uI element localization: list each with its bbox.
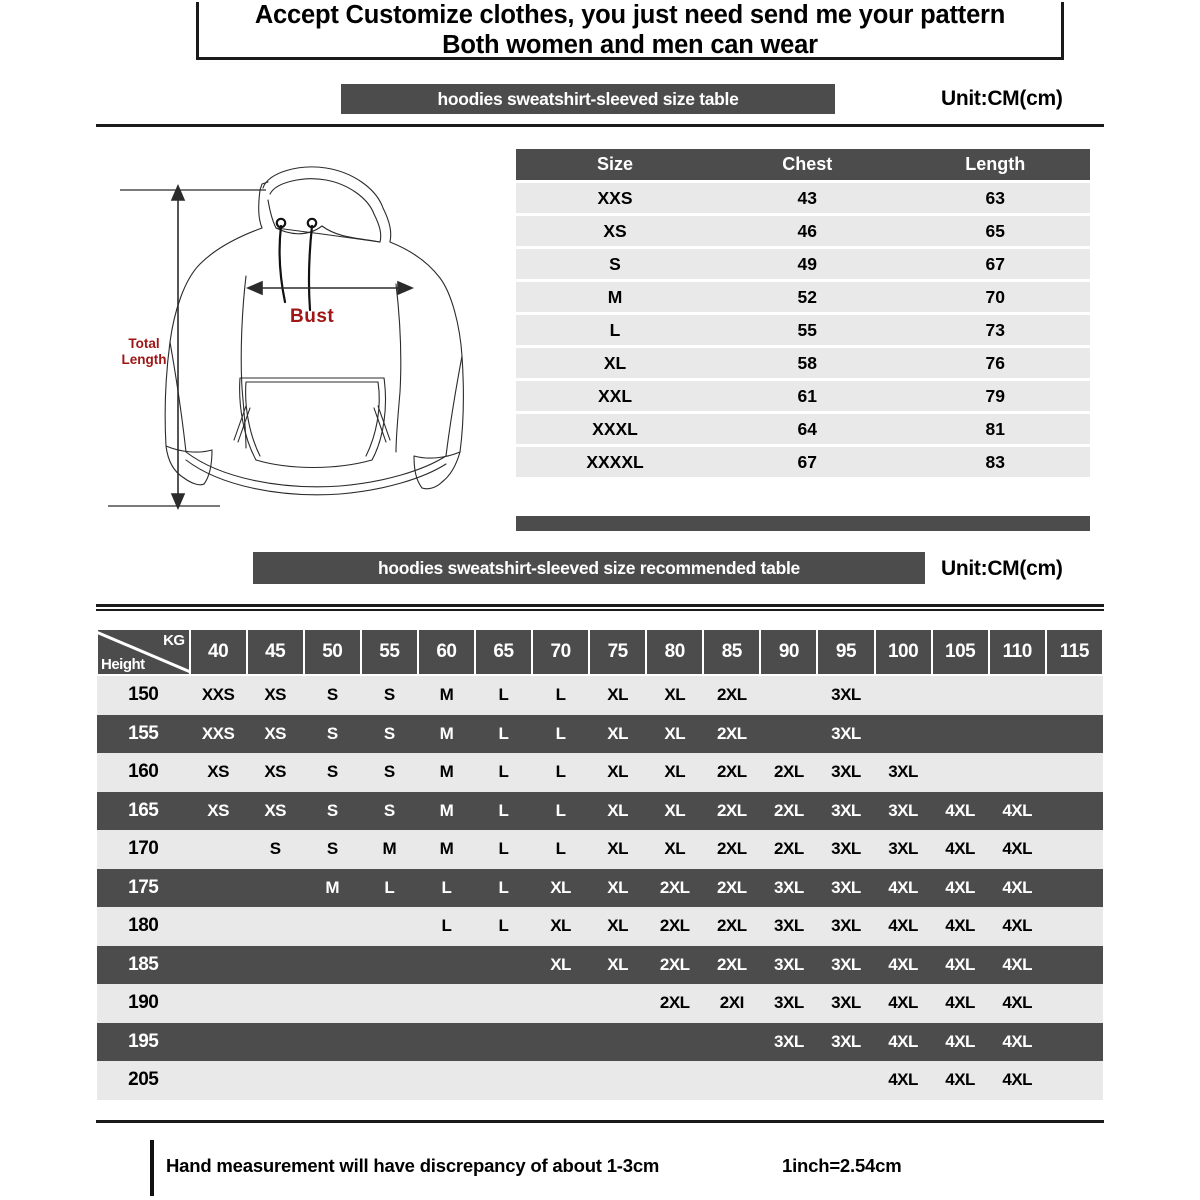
chest-cell: 46 — [714, 216, 901, 246]
size-cell: XXS — [516, 183, 714, 213]
size-recommendation-cell — [418, 984, 475, 1023]
size-recommendation-cell: 2XL — [774, 762, 804, 782]
size-recommendation-cell: 4XL — [1002, 993, 1033, 1013]
recommended-table-title-bar — [253, 552, 925, 584]
size-recommendation-cell — [190, 1023, 247, 1062]
length-cell: 81 — [901, 414, 1090, 444]
size-recommendation-cell: 4XL — [888, 1031, 918, 1051]
size-recommendation-cell: XL — [607, 839, 629, 859]
size-recommendation-cell — [475, 984, 532, 1023]
size-recommendation-cell: L — [498, 762, 509, 782]
size-recommendation-cell: 2XL — [659, 916, 690, 936]
recommended-table-header-row — [97, 629, 1103, 675]
height-cell: 185 — [128, 953, 159, 975]
size-recommendation-cell: XL — [607, 954, 629, 974]
size-recommendation-cell: XL — [550, 916, 571, 936]
size-recommendation-cell: 3XL — [774, 1031, 804, 1051]
size-recommendation-cell: M — [439, 800, 454, 820]
size-recommendation-cell: S — [269, 839, 281, 859]
size-recommendation-cell — [589, 1061, 646, 1100]
length-cell: 70 — [901, 282, 1090, 312]
corner-kg-label: KG — [163, 632, 185, 649]
size-recommendation-cell: S — [326, 762, 338, 782]
size-cell: L — [516, 315, 714, 345]
size-recommendation-cell — [418, 1061, 475, 1100]
table-row — [97, 792, 1103, 831]
size-recommendation-cell: 3XL — [831, 916, 861, 936]
size-recommendation-cell: 3XL — [831, 1031, 861, 1051]
measurement-disclaimer: Hand measurement will have discrepancy of about 1-3cm — [166, 1155, 660, 1176]
size-recommendation-cell — [247, 1061, 304, 1100]
weight-header-115: 115 — [1046, 629, 1103, 675]
size-recommendation-cell: 3XL — [831, 762, 861, 782]
height-cell: 155 — [128, 722, 159, 744]
table-row — [97, 675, 1103, 715]
size-recommendation-cell — [475, 1061, 532, 1100]
total-length-line-2: Length — [121, 352, 167, 367]
size-recommendation-cell: L — [498, 723, 509, 743]
height-cell: 195 — [128, 1030, 159, 1052]
weight-header-60: 60 — [418, 629, 475, 675]
weight-header-105: 105 — [932, 629, 989, 675]
chest-cell: 64 — [714, 414, 901, 444]
size-cell: S — [516, 249, 714, 279]
size-recommendation-cell: XL — [664, 839, 686, 859]
height-cell: 150 — [128, 684, 159, 706]
size-recommendation-cell — [875, 675, 932, 715]
size-recommendation-cell: XS — [264, 723, 287, 743]
size-cell: M — [516, 282, 714, 312]
size-recommendation-cell — [475, 1023, 532, 1062]
table-row — [516, 282, 1090, 312]
weight-header-65: 65 — [475, 629, 532, 675]
size-recommendation-cell: S — [383, 762, 395, 782]
size-recommendation-cell: 4XL — [945, 800, 975, 820]
size-table-header-row — [516, 149, 1090, 180]
size-recommendation-cell — [247, 907, 304, 946]
weight-header-85: 85 — [703, 629, 760, 675]
size-recommendation-cell: M — [439, 839, 454, 859]
table-row — [516, 447, 1090, 477]
size-recommendation-cell — [703, 1061, 760, 1100]
size-recommendation-cell: 2XL — [716, 916, 747, 936]
size-recommendation-cell — [361, 907, 418, 946]
height-cell: 175 — [128, 876, 159, 898]
size-table-unit-label: Unit:CM(cm) — [941, 87, 1063, 110]
size-recommendation-cell — [589, 984, 646, 1023]
size-recommendation-cell: 4XL — [888, 877, 918, 897]
size-recommendation-cell: XL — [607, 800, 629, 820]
table-row — [516, 381, 1090, 411]
length-cell: 83 — [901, 447, 1090, 477]
size-recommendation-cell — [247, 984, 304, 1023]
size-recommendation-cell: XL — [664, 762, 686, 782]
size-recommendation-cell: L — [555, 762, 566, 782]
size-recommendation-cell: XL — [550, 954, 571, 974]
size-recommendation-cell: M — [439, 723, 454, 743]
size-recommendation-cell — [932, 753, 989, 792]
size-recommendation-cell — [304, 1023, 361, 1062]
size-recommendation-cell: 3XL — [888, 800, 918, 820]
size-recommendation-cell: S — [383, 685, 395, 705]
size-recommendation-cell — [532, 1023, 589, 1062]
size-recommendation-cell: 2XL — [716, 685, 747, 705]
size-recommendation-cell — [1046, 753, 1103, 792]
size-recommendation-cell: 4XL — [945, 839, 975, 859]
size-recommendation-cell: S — [326, 839, 338, 859]
size-recommendation-cell: 4XL — [1002, 1031, 1033, 1051]
length-cell: 76 — [901, 348, 1090, 378]
size-recommendation-cell: XL — [607, 685, 629, 705]
weight-header-100: 100 — [875, 629, 932, 675]
size-recommendation-cell — [190, 1061, 247, 1100]
size-table-title-bar — [341, 84, 835, 114]
size-recommendation-cell: XL — [664, 800, 686, 820]
size-recommendation-cell: 4XL — [888, 1070, 918, 1090]
size-recommendation-cell — [760, 1061, 817, 1100]
table-row — [97, 1023, 1103, 1062]
weight-header-45: 45 — [247, 629, 304, 675]
size-recommendation-cell: XL — [550, 877, 571, 897]
recommended-table — [96, 628, 1104, 1100]
size-table-title: hoodies sweatshirt-sleeved size table — [437, 88, 739, 109]
size-recommendation-cell: S — [326, 800, 338, 820]
size-recommendation-cell — [1046, 675, 1103, 715]
height-weight-corner-cell — [97, 629, 190, 675]
size-recommendation-cell: 3XL — [831, 723, 861, 743]
table-row — [97, 830, 1103, 869]
size-recommendation-cell — [989, 715, 1046, 754]
size-recommendation-cell: 4XL — [945, 877, 975, 897]
table-row — [97, 753, 1103, 792]
size-recommendation-cell: XS — [264, 762, 287, 782]
size-recommendation-cell — [1046, 830, 1103, 869]
inch-conversion-note: 1inch=2.54cm — [782, 1155, 902, 1176]
size-cell: XS — [516, 216, 714, 246]
weight-header-40: 40 — [190, 629, 247, 675]
table-row — [97, 869, 1103, 908]
size-recommendation-cell — [1046, 1061, 1103, 1100]
size-recommendation-cell: XL — [664, 685, 686, 705]
size-recommendation-cell: XXS — [201, 723, 235, 743]
size-recommendation-cell: 2XL — [774, 839, 804, 859]
size-recommendation-cell: XS — [264, 685, 287, 705]
chest-cell: 55 — [714, 315, 901, 345]
size-recommendation-cell: XL — [607, 916, 629, 936]
divider-top — [96, 124, 1104, 127]
corner-height-label: Height — [101, 656, 145, 673]
size-recommendation-cell: L — [441, 916, 452, 936]
table-row — [516, 348, 1090, 378]
size-recommendation-cell: XS — [207, 762, 229, 782]
recommended-table-body — [97, 675, 1103, 1100]
size-recommendation-cell: XS — [207, 800, 229, 820]
size-recommendation-cell — [1046, 984, 1103, 1023]
size-recommendation-cell: 3XL — [774, 916, 804, 936]
size-recommendation-cell: 4XL — [1002, 800, 1033, 820]
size-recommendation-cell — [361, 946, 418, 985]
size-recommendation-cell — [817, 1061, 874, 1100]
table-row — [97, 715, 1103, 754]
size-recommendation-cell: 4XL — [888, 916, 918, 936]
chest-cell: 67 — [714, 447, 901, 477]
size-recommendation-cell: XL — [607, 762, 629, 782]
size-recommendation-cell: 2XL — [716, 762, 747, 782]
size-recommendation-cell: XXS — [201, 685, 235, 705]
size-table-footer-bar — [516, 516, 1090, 531]
table-row — [97, 1061, 1103, 1100]
top-banner-line-1: Accept Customize clothes, you just need send me your pattern — [254, 1, 1006, 29]
size-recommendation-cell: 3XL — [888, 762, 918, 782]
size-recommendation-cell: S — [383, 800, 395, 820]
size-recommendation-cell — [875, 715, 932, 754]
divider-middle-lower — [96, 609, 1104, 611]
size-recommendation-cell: L — [498, 877, 509, 897]
size-recommendation-cell — [304, 984, 361, 1023]
size-recommendation-cell — [247, 946, 304, 985]
size-recommendation-cell — [418, 1023, 475, 1062]
size-recommendation-cell: 2XL — [716, 839, 747, 859]
size-recommendation-cell: 4XL — [1002, 839, 1033, 859]
size-recommendation-cell: 3XL — [774, 993, 804, 1013]
size-recommendation-cell: 3XL — [831, 685, 861, 705]
size-cell: XXXXL — [516, 447, 714, 477]
size-recommendation-cell: XL — [607, 723, 629, 743]
size-recommendation-cell — [247, 1023, 304, 1062]
size-recommendation-cell — [1046, 869, 1103, 908]
size-recommendation-cell: L — [441, 877, 452, 897]
size-recommendation-cell: L — [555, 839, 566, 859]
size-recommendation-cell: 2XL — [716, 877, 747, 897]
table-row — [97, 984, 1103, 1023]
size-recommendation-cell: L — [498, 916, 509, 936]
size-recommendation-cell: 2XL — [774, 800, 804, 820]
size-recommendation-cell — [989, 675, 1046, 715]
size-recommendation-cell — [760, 675, 817, 715]
size-recommendation-cell: 2XI — [719, 993, 744, 1013]
size-recommendation-cell — [304, 1061, 361, 1100]
total-length-line-1: Total — [128, 336, 160, 351]
size-recommendation-cell — [304, 907, 361, 946]
size-table-col-length: Length — [901, 149, 1090, 180]
recommended-table-wrap — [96, 628, 1104, 1100]
size-table-col-chest: Chest — [714, 149, 901, 180]
size-recommendation-cell — [989, 753, 1046, 792]
size-recommendation-cell: 3XL — [831, 839, 861, 859]
size-recommendation-cell — [932, 715, 989, 754]
size-recommendation-cell — [475, 946, 532, 985]
size-recommendation-cell: 3XL — [831, 877, 861, 897]
size-recommendation-cell: 4XL — [945, 916, 975, 936]
size-recommendation-cell: 3XL — [831, 993, 861, 1013]
table-row — [97, 907, 1103, 946]
length-cell: 65 — [901, 216, 1090, 246]
divider-bottom — [96, 1120, 1104, 1123]
chest-cell: 49 — [714, 249, 901, 279]
divider-middle-upper — [96, 604, 1104, 607]
size-cell: XXL — [516, 381, 714, 411]
size-recommendation-cell: 4XL — [945, 954, 975, 974]
size-recommendation-cell — [361, 1061, 418, 1100]
recommended-table-title: hoodies sweatshirt-sleeved size recommended table — [378, 557, 800, 578]
size-recommendation-cell — [190, 946, 247, 985]
height-cell: 170 — [128, 838, 159, 860]
size-recommendation-cell — [646, 1023, 703, 1062]
size-recommendation-cell: XL — [607, 877, 629, 897]
top-banner-text — [180, 0, 1080, 60]
weight-header-75: 75 — [589, 629, 646, 675]
height-cell: 190 — [128, 992, 159, 1014]
size-cell: XL — [516, 348, 714, 378]
weight-header-95: 95 — [817, 629, 874, 675]
bust-measure-label: Bust — [290, 306, 335, 327]
size-recommendation-cell: L — [498, 839, 509, 859]
size-recommendation-cell: 4XL — [1002, 916, 1033, 936]
size-recommendation-cell: 2XL — [716, 954, 747, 974]
size-recommendation-cell — [589, 1023, 646, 1062]
size-recommendation-cell: S — [326, 723, 338, 743]
size-recommendation-cell: L — [555, 685, 566, 705]
size-recommendation-cell — [1046, 715, 1103, 754]
height-cell: 165 — [128, 799, 159, 821]
size-recommendation-cell — [932, 675, 989, 715]
weight-header-90: 90 — [760, 629, 817, 675]
size-recommendation-cell: 4XL — [945, 993, 975, 1013]
recommended-table-unit-label: Unit:CM(cm) — [941, 557, 1063, 580]
size-recommendation-cell: 4XL — [888, 993, 918, 1013]
table-row — [516, 183, 1090, 213]
size-recommendation-cell — [1046, 946, 1103, 985]
size-recommendation-cell: 4XL — [1002, 1070, 1033, 1090]
size-recommendation-cell: M — [325, 877, 340, 897]
length-cell: 67 — [901, 249, 1090, 279]
size-recommendation-cell — [1046, 792, 1103, 831]
size-recommendation-cell: XL — [664, 723, 686, 743]
size-recommendation-cell: 3XL — [831, 954, 861, 974]
size-recommendation-cell: 3XL — [888, 839, 918, 859]
size-recommendation-cell: XS — [264, 800, 287, 820]
size-recommendation-cell: 4XL — [945, 1070, 975, 1090]
size-recommendation-cell: 2XL — [659, 954, 690, 974]
size-recommendation-cell — [361, 984, 418, 1023]
chest-cell: 52 — [714, 282, 901, 312]
size-recommendation-cell: S — [326, 685, 338, 705]
weight-header-50: 50 — [304, 629, 361, 675]
top-banner-line-2: Both women and men can wear — [442, 31, 818, 59]
size-recommendation-cell — [1046, 907, 1103, 946]
size-recommendation-cell: L — [555, 723, 566, 743]
size-recommendation-cell — [361, 1023, 418, 1062]
total-length-measure-label — [112, 336, 176, 368]
length-cell: 63 — [901, 183, 1090, 213]
size-recommendation-cell — [190, 984, 247, 1023]
height-cell: 180 — [128, 915, 159, 937]
size-recommendation-cell — [247, 869, 304, 908]
size-recommendation-cell: M — [382, 839, 397, 859]
size-table-col-size: Size — [516, 149, 714, 180]
size-recommendation-cell: 4XL — [945, 1031, 975, 1051]
chest-cell: 58 — [714, 348, 901, 378]
size-table — [516, 146, 1090, 480]
table-row — [516, 414, 1090, 444]
size-recommendation-cell — [703, 1023, 760, 1062]
size-recommendation-cell: 3XL — [831, 800, 861, 820]
height-cell: 160 — [128, 761, 159, 783]
size-recommendation-cell — [646, 1061, 703, 1100]
size-recommendation-cell: L — [498, 685, 509, 705]
size-recommendation-cell: M — [439, 762, 454, 782]
size-recommendation-cell: 3XL — [774, 877, 804, 897]
weight-header-80: 80 — [646, 629, 703, 675]
weight-header-55: 55 — [361, 629, 418, 675]
table-row — [516, 249, 1090, 279]
size-recommendation-cell: L — [498, 800, 509, 820]
size-recommendation-cell: L — [384, 877, 395, 897]
weight-header-110: 110 — [989, 629, 1046, 675]
size-recommendation-cell: 2XL — [659, 993, 690, 1013]
size-recommendation-cell — [190, 869, 247, 908]
size-recommendation-cell: M — [439, 685, 454, 705]
weight-header-70: 70 — [532, 629, 589, 675]
size-recommendation-cell: 2XL — [659, 877, 690, 897]
size-recommendation-cell — [532, 984, 589, 1023]
table-row — [516, 216, 1090, 246]
chest-cell: 61 — [714, 381, 901, 411]
size-recommendation-cell — [532, 1061, 589, 1100]
size-recommendation-cell: 3XL — [774, 954, 804, 974]
size-recommendation-cell: 4XL — [1002, 877, 1033, 897]
size-recommendation-cell: 4XL — [888, 954, 918, 974]
chest-cell: 43 — [714, 183, 901, 213]
size-recommendation-cell — [190, 907, 247, 946]
height-cell: 205 — [128, 1069, 159, 1091]
length-cell: 79 — [901, 381, 1090, 411]
size-recommendation-cell — [760, 715, 817, 754]
table-row — [97, 946, 1103, 985]
size-recommendation-cell: 2XL — [716, 723, 747, 743]
size-recommendation-cell — [1046, 1023, 1103, 1062]
table-row — [516, 315, 1090, 345]
length-cell: 73 — [901, 315, 1090, 345]
size-recommendation-cell — [190, 830, 247, 869]
size-cell: XXXL — [516, 414, 714, 444]
size-recommendation-cell: 4XL — [1002, 954, 1033, 974]
size-recommendation-cell: L — [555, 800, 566, 820]
size-recommendation-cell: S — [383, 723, 395, 743]
size-recommendation-cell — [418, 946, 475, 985]
size-table-body — [516, 183, 1090, 477]
size-recommendation-cell — [304, 946, 361, 985]
size-recommendation-cell: 2XL — [716, 800, 747, 820]
